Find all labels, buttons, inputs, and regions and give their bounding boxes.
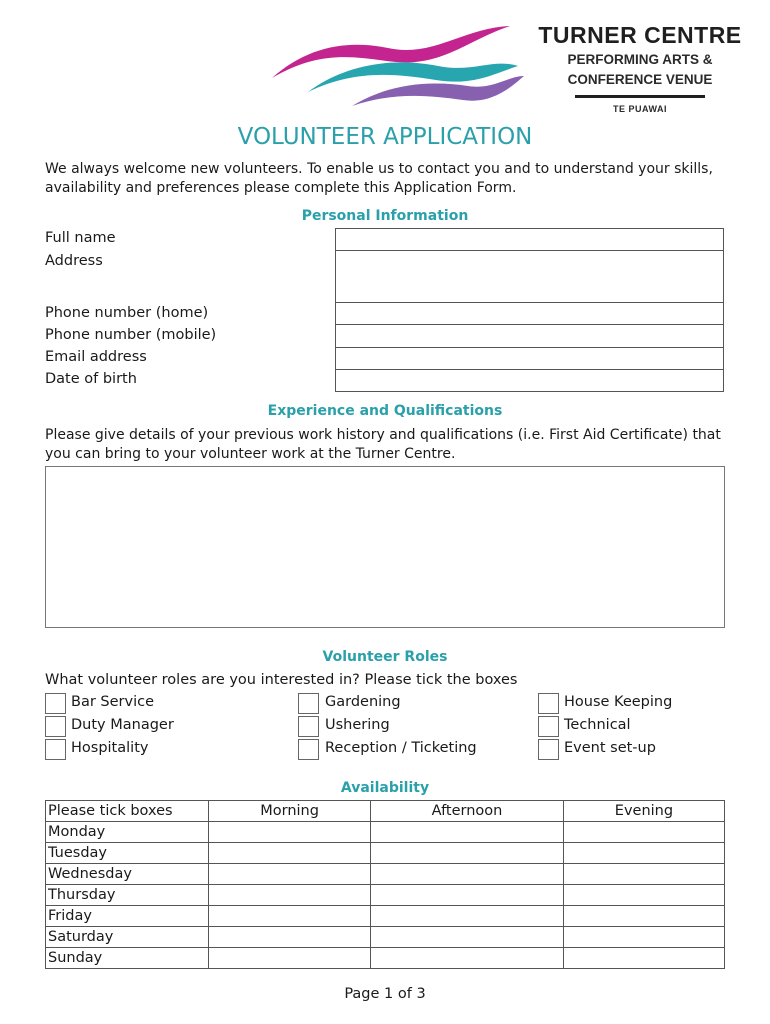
brand-subtitle-line2: CONFERENCE VENUE	[567, 72, 713, 87]
full-name-label: Full name	[45, 230, 116, 246]
table-row	[46, 906, 725, 927]
table-row	[46, 864, 725, 885]
monday-afternoon-cell[interactable]	[371, 822, 564, 843]
sunday-evening-cell[interactable]	[563, 948, 724, 969]
col-header-afternoon: Afternoon	[371, 801, 564, 822]
wednesday-morning-cell[interactable]	[209, 864, 371, 885]
role-checkbox-event-setup[interactable]	[538, 739, 559, 760]
table-row	[46, 885, 725, 906]
monday-morning-cell[interactable]	[209, 822, 371, 843]
experience-instructions: Please give details of your previous work history and qualifications (i.e. First Aid Certificate) that you can bring to your volunteer work at the Turner Centre.	[45, 427, 721, 462]
email-field[interactable]	[335, 347, 724, 370]
availability-heading: Availability	[340, 780, 430, 796]
role-checkbox-house-keeping[interactable]	[538, 693, 559, 714]
purple-wave	[352, 76, 524, 106]
role-checkbox-bar-service[interactable]	[45, 693, 66, 714]
role-label-reception-ticketing: Reception / Ticketing	[325, 740, 477, 756]
brand-name: TURNER CENTRE	[538, 22, 742, 48]
brand-divider	[575, 95, 705, 98]
role-label-duty-manager: Duty Manager	[71, 717, 174, 733]
friday-afternoon-cell[interactable]	[371, 906, 564, 927]
personal-info-heading: Personal Information	[301, 208, 469, 224]
saturday-afternoon-cell[interactable]	[371, 927, 564, 948]
table-row	[46, 843, 725, 864]
role-checkbox-ushering[interactable]	[298, 716, 319, 737]
role-label-technical: Technical	[564, 717, 631, 733]
tuesday-afternoon-cell[interactable]	[371, 843, 564, 864]
availability-table	[45, 800, 725, 969]
phone-mobile-label: Phone number (mobile)	[45, 327, 217, 343]
phone-home-field[interactable]	[335, 302, 724, 325]
day-label-wednesday: Wednesday	[46, 864, 209, 885]
monday-evening-cell[interactable]	[563, 822, 724, 843]
role-label-hospitality: Hospitality	[71, 740, 149, 756]
phone-mobile-field[interactable]	[335, 324, 724, 348]
role-label-bar-service: Bar Service	[71, 694, 154, 710]
day-label-friday: Friday	[46, 906, 209, 927]
role-checkbox-duty-manager[interactable]	[45, 716, 66, 737]
table-row	[46, 822, 725, 843]
friday-morning-cell[interactable]	[209, 906, 371, 927]
experience-textarea[interactable]	[45, 466, 725, 628]
role-checkbox-reception-ticketing[interactable]	[298, 739, 319, 760]
day-label-sunday: Sunday	[46, 948, 209, 969]
experience-heading: Experience and Qualifications	[267, 403, 503, 419]
saturday-morning-cell[interactable]	[209, 927, 371, 948]
full-name-field[interactable]	[335, 228, 724, 251]
brand-block	[530, 22, 750, 114]
phone-home-label: Phone number (home)	[45, 305, 209, 321]
availability-corner-label: Please tick boxes	[46, 801, 209, 822]
turner-centre-logo-waves	[268, 18, 528, 110]
sunday-morning-cell[interactable]	[209, 948, 371, 969]
intro-text: We always welcome new volunteers. To enable us to contact you and to understand your skills, availability and preferences please complete this Application Form.	[45, 161, 713, 196]
role-checkbox-technical[interactable]	[538, 716, 559, 737]
page-title: VOLUNTEER APPLICATION	[237, 124, 533, 150]
email-label: Email address	[45, 349, 147, 365]
tuesday-evening-cell[interactable]	[563, 843, 724, 864]
dob-label: Date of birth	[45, 371, 137, 387]
wednesday-evening-cell[interactable]	[563, 864, 724, 885]
roles-prompt: What volunteer roles are you interested in? Please tick the boxes	[45, 672, 518, 688]
day-label-tuesday: Tuesday	[46, 843, 209, 864]
col-header-evening: Evening	[563, 801, 724, 822]
table-row	[46, 927, 725, 948]
page-number: Page 1 of 3	[344, 986, 426, 1002]
availability-header-row	[46, 801, 725, 822]
role-label-gardening: Gardening	[325, 694, 401, 710]
roles-heading: Volunteer Roles	[322, 649, 448, 665]
sunday-afternoon-cell[interactable]	[371, 948, 564, 969]
friday-evening-cell[interactable]	[563, 906, 724, 927]
dob-field[interactable]	[335, 369, 724, 392]
thursday-afternoon-cell[interactable]	[371, 885, 564, 906]
wednesday-afternoon-cell[interactable]	[371, 864, 564, 885]
thursday-evening-cell[interactable]	[563, 885, 724, 906]
day-label-saturday: Saturday	[46, 927, 209, 948]
col-header-morning: Morning	[209, 801, 371, 822]
role-label-event-setup: Event set-up	[564, 740, 656, 756]
address-label: Address	[45, 253, 103, 269]
brand-subtitle-line1: PERFORMING ARTS &	[567, 52, 713, 67]
day-label-thursday: Thursday	[46, 885, 209, 906]
thursday-morning-cell[interactable]	[209, 885, 371, 906]
address-field[interactable]	[335, 250, 724, 303]
role-checkbox-gardening[interactable]	[298, 693, 319, 714]
brand-tagline: TE PUAWAI	[612, 104, 667, 114]
role-label-ushering: Ushering	[325, 717, 390, 733]
tuesday-morning-cell[interactable]	[209, 843, 371, 864]
saturday-evening-cell[interactable]	[563, 927, 724, 948]
day-label-monday: Monday	[46, 822, 209, 843]
role-checkbox-hospitality[interactable]	[45, 739, 66, 760]
role-label-house-keeping: House Keeping	[564, 694, 673, 710]
table-row	[46, 948, 725, 969]
